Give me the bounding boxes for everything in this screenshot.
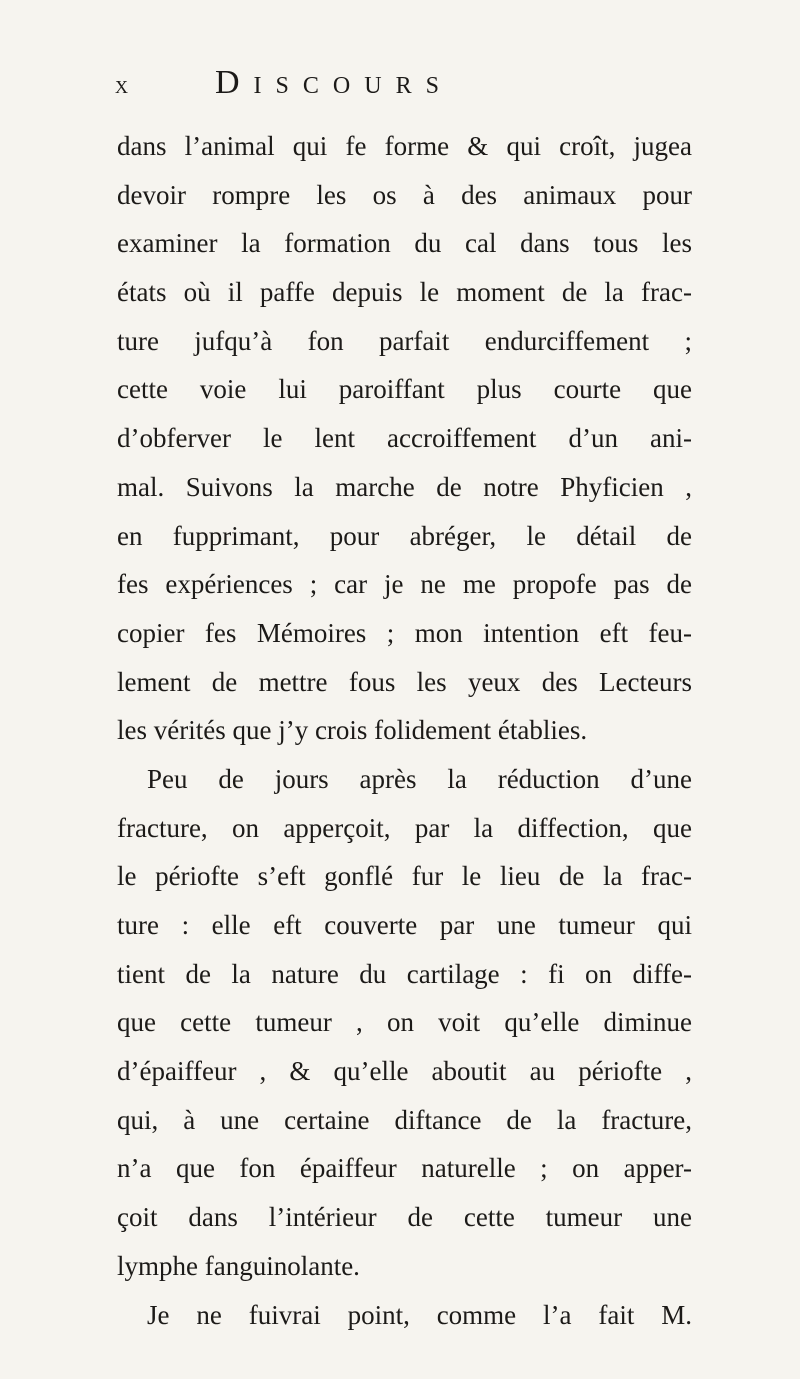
text-line: devoir rompre les os à des animaux pour — [117, 179, 692, 210]
text-line: les vérités que j’y crois folidement établies. — [117, 715, 588, 746]
text-line: le périofte s’eft gonflé fur le lieu de la frac- — [117, 861, 692, 892]
text-line: çoit dans l’intérieur de cette tumeur une — [117, 1202, 692, 1233]
text-line: qui, à une certaine diftance de la fracture, — [117, 1104, 692, 1135]
text-line: tient de la nature du cartilage : fi on diffe- — [117, 958, 692, 989]
text-line: fracture, on apperçoit, par la diffection, que — [117, 812, 692, 843]
paragraph-start-line: Peu de jours après la réduction d’une — [147, 763, 692, 794]
running-head — [115, 64, 695, 108]
text-line: lymphe fanguinolante. — [117, 1250, 360, 1281]
text-line: examiner la formation du cal dans tous les — [117, 228, 692, 259]
text-line: ture : elle eft couverte par une tumeur qui — [117, 910, 692, 940]
text-line: copier fes Mémoires ; mon intention eft feu- — [117, 617, 692, 648]
text-line: dans l’animal qui fe forme & qui croît, jugea — [117, 131, 692, 161]
text-line: n’a que fon épaiffeur naturelle ; on apper- — [117, 1153, 692, 1184]
text-line: cette voie lui paroiffant plus courte que — [117, 374, 692, 405]
body-text — [117, 122, 692, 1339]
text-line: ture jufqu’à fon parfait endurciffement ; — [117, 325, 692, 356]
text-line: d’épaiffeur , & qu’elle aboutit au périofte , — [117, 1056, 692, 1087]
text-line: fes expériences ; car je ne me propofe pas de — [117, 569, 692, 600]
text-line: en fupprimant, pour abréger, le détail de — [117, 520, 692, 551]
page-number: x — [115, 70, 128, 99]
text-line: états où il paffe depuis le moment de la frac- — [117, 277, 692, 308]
text-line: lement de mettre fous les yeux des Lecteurs — [117, 666, 692, 697]
text-line: que cette tumeur , on voit qu’elle diminue — [117, 1007, 692, 1038]
running-title: Discours — [215, 64, 453, 101]
text-line: d’obferver le lent accroiffement d’un ani- — [117, 423, 692, 454]
paragraph-start-line: Je ne fuivrai point, comme l’a fait M. — [147, 1299, 692, 1330]
text-line: mal. Suivons la marche de notre Phyficien , — [117, 471, 692, 502]
